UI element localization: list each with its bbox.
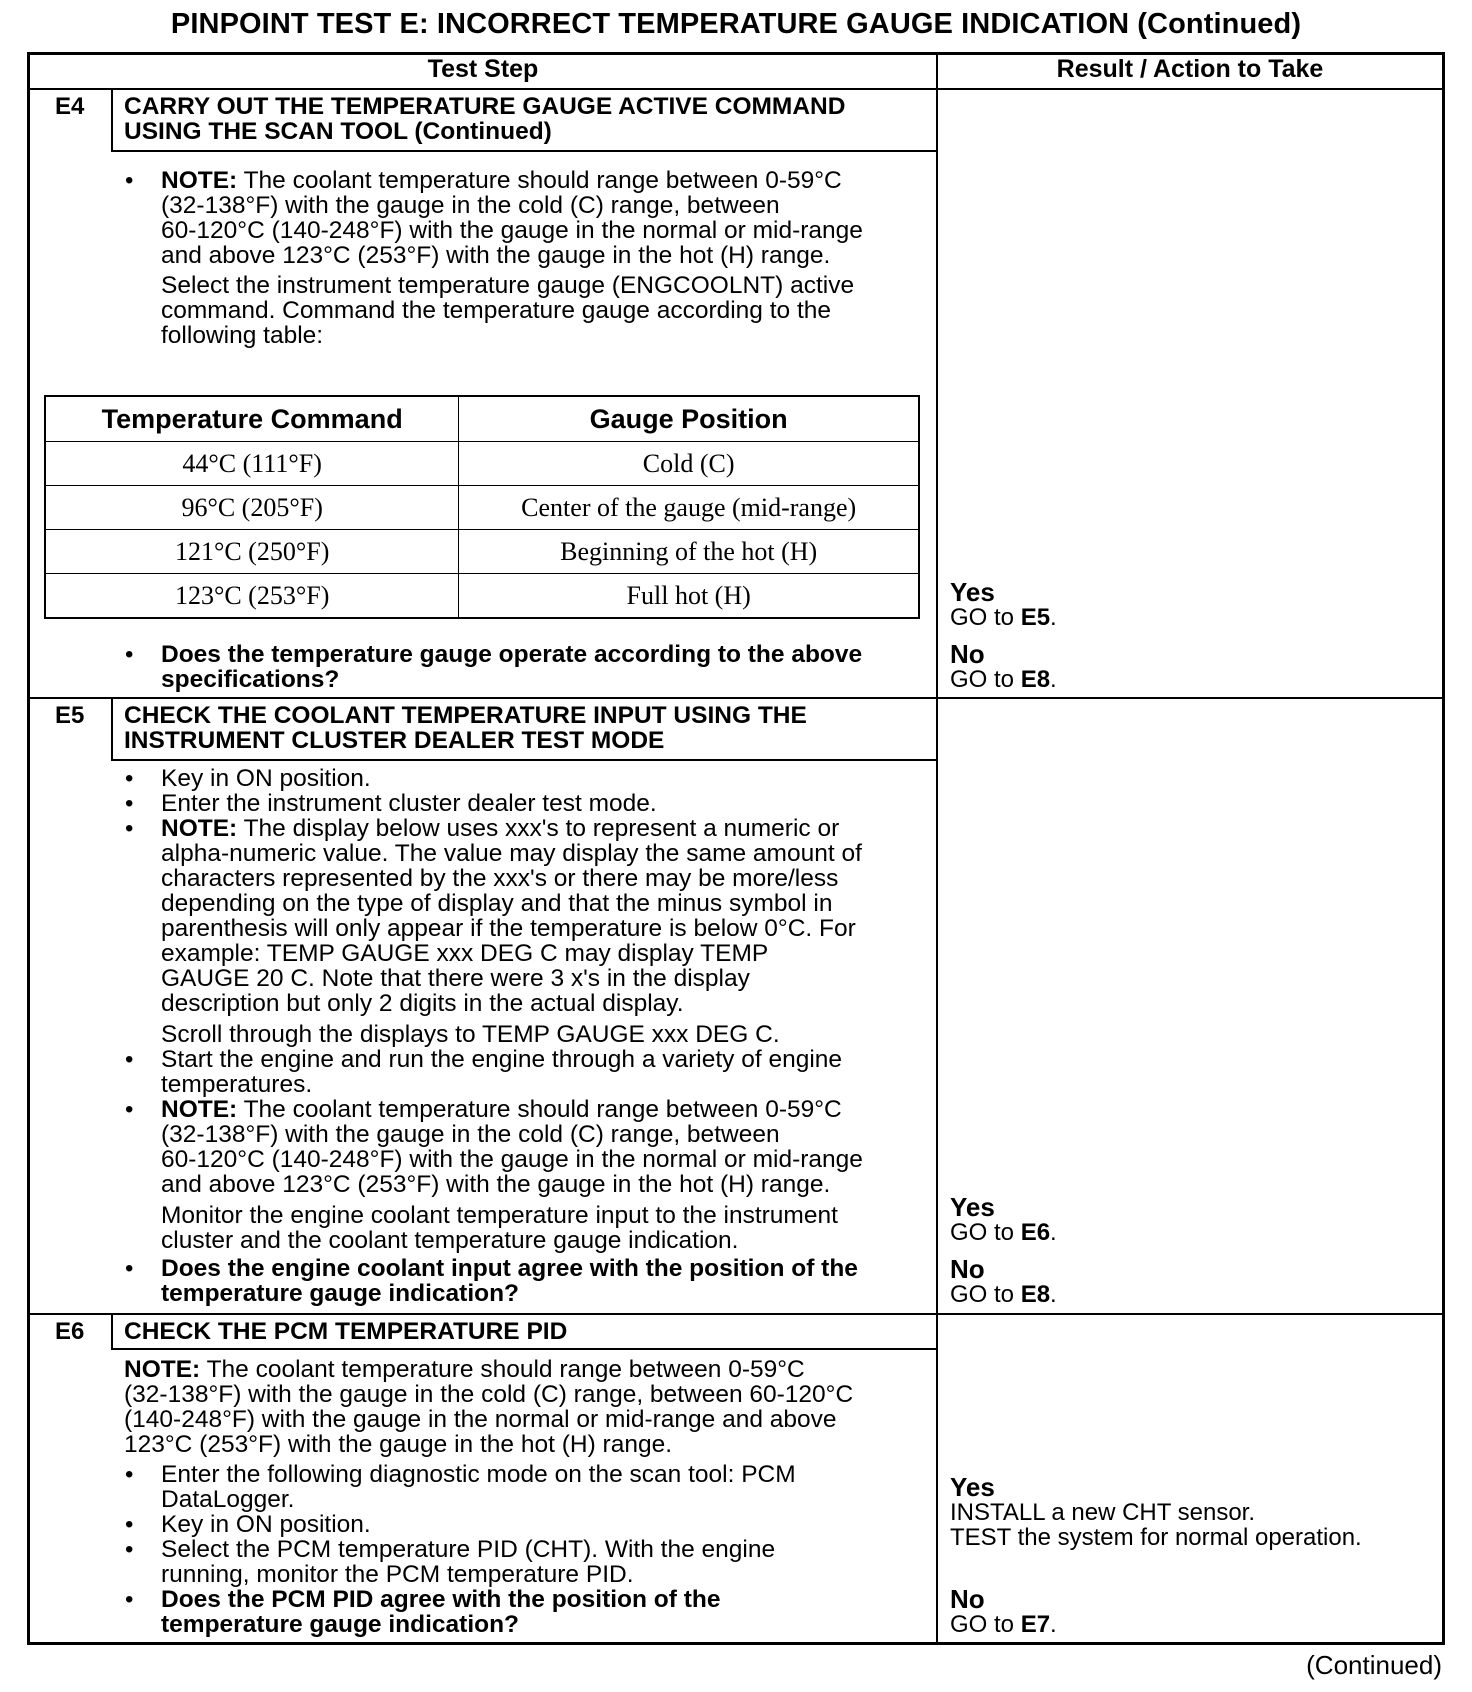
bullet: •: [125, 765, 134, 792]
e6-enter-mode: Enter the following diagnostic mode on the scan tool: PCM DataLogger.: [161, 1461, 796, 1513]
column-header: Gauge Position: [459, 396, 919, 442]
step-id-e4: E4: [55, 93, 85, 120]
continued-footer: (Continued): [1306, 1650, 1442, 1680]
e5-scroll: Scroll through the displays to TEMP GAUGE xxx DEG C.: [161, 1021, 780, 1048]
table-row: 123°C (253°F) Full hot (H): [45, 574, 919, 619]
bullet: •: [125, 1511, 134, 1538]
e5-note2: NOTE: The coolant temperature should range between 0-59°C (32-138°F) with the gauge in the cold (C) range, between 60-120°C (140-248°F) with the gauge in the normal or mid-range and above 123°C (253°F) with the gauge in the hot (H) range.: [161, 1096, 863, 1198]
step-title-e4: CARRY OUT THE TEMPERATURE GAUGE ACTIVE COMMAND USING THE SCAN TOOL (Continued): [124, 93, 846, 145]
bullet: •: [125, 1586, 134, 1613]
page-title: PINPOINT TEST E: INCORRECT TEMPERATURE GAUGE INDICATION (Continued): [170, 8, 1302, 40]
e4-yes: Yes GO to E5.: [950, 577, 1057, 631]
bullet: •: [125, 641, 134, 668]
e4-select-text: Select the instrument temperature gauge (ENGCOOLNT) active command. Command the temperature gauge according to the following table:: [161, 272, 855, 349]
e6-note: NOTE: The coolant temperature should range between 0-59°C (32-138°F) with the gauge in the cold (C) range, between 60-120°C (140-248°F) with the gauge in the normal or mid-range and above 123°C (253°F) with the gauge in the hot (H) range.: [124, 1356, 854, 1458]
bullet: •: [125, 1096, 134, 1123]
bullet: •: [125, 1046, 134, 1073]
header-test-step: Test Step: [427, 55, 539, 83]
bullet: •: [125, 790, 134, 817]
table-row: 96°C (205°F) Center of the gauge (mid-range): [45, 486, 919, 530]
e5-monitor: Monitor the engine coolant temperature input to the instrument cluster and the coolant temperature gauge indication.: [161, 1202, 838, 1254]
e6-key-on: Key in ON position.: [161, 1511, 371, 1538]
bullet: •: [125, 1255, 134, 1282]
e4-note: NOTE: The coolant temperature should range between 0-59°C (32-138°F) with the gauge in the cold (C) range, between 60-120°C (140-248°F) with the gauge in the normal or mid-range and above 123°C (253°F) with the gauge in the hot (H) range.: [161, 167, 863, 269]
e5-key-on: Key in ON position.: [161, 765, 371, 792]
e4-question: Does the temperature gauge operate according to the above specifications?: [161, 641, 863, 693]
e6-yes: Yes INSTALL a new CHT sensor. TEST the system for normal operation.: [950, 1472, 1362, 1551]
e5-question: Does the engine coolant input agree with the position of the temperature gauge indication?: [161, 1255, 858, 1307]
header-result: Result / Action to Take: [1056, 55, 1324, 83]
e6-no: No GO to E7.: [950, 1584, 1057, 1638]
step-id-e6: E6: [55, 1318, 85, 1345]
e5-no: No GO to E8.: [950, 1254, 1057, 1308]
e6-question: Does the PCM PID agree with the position of the temperature gauge indication?: [161, 1586, 721, 1638]
bullet: •: [125, 167, 134, 194]
bullet: •: [125, 1461, 134, 1488]
e4-no: No GO to E8.: [950, 639, 1057, 693]
temperature-command-table: [44, 395, 920, 619]
bullet: •: [125, 1536, 134, 1563]
e5-note1: NOTE: The display below uses xxx's to represent a numeric or alpha-numeric value. The value may display the same amount of characters represented by the xxx's or there may be more/less depending on the type of display and that the minus symbol in parenthesis will only appear if the temperature is below 0°C. For example: TEMP GAUGE xxx DEG C may display TEMP GAUGE 20 C. Note that there were 3 x's in the display description but only 2 digits in the actual display.: [161, 815, 862, 1017]
e5-start-engine: Start the engine and run the engine through a variety of engine temperatures.: [161, 1046, 843, 1098]
step-id-e5: E5: [55, 702, 85, 729]
bullet: •: [125, 815, 134, 842]
column-header: Temperature Command: [45, 396, 459, 442]
e6-select-pid: Select the PCM temperature PID (CHT). With the engine running, monitor the PCM temperature PID.: [161, 1536, 776, 1588]
e5-enter-mode: Enter the instrument cluster dealer test mode.: [161, 790, 657, 817]
e5-yes: Yes GO to E6.: [950, 1192, 1057, 1246]
step-title-e6: CHECK THE PCM TEMPERATURE PID: [124, 1318, 568, 1345]
table-row: 44°C (111°F) Cold (C): [45, 442, 919, 486]
table-row: 121°C (250°F) Beginning of the hot (H): [45, 530, 919, 574]
step-title-e5: CHECK THE COOLANT TEMPERATURE INPUT USING THE INSTRUMENT CLUSTER DEALER TEST MODE: [124, 702, 807, 754]
